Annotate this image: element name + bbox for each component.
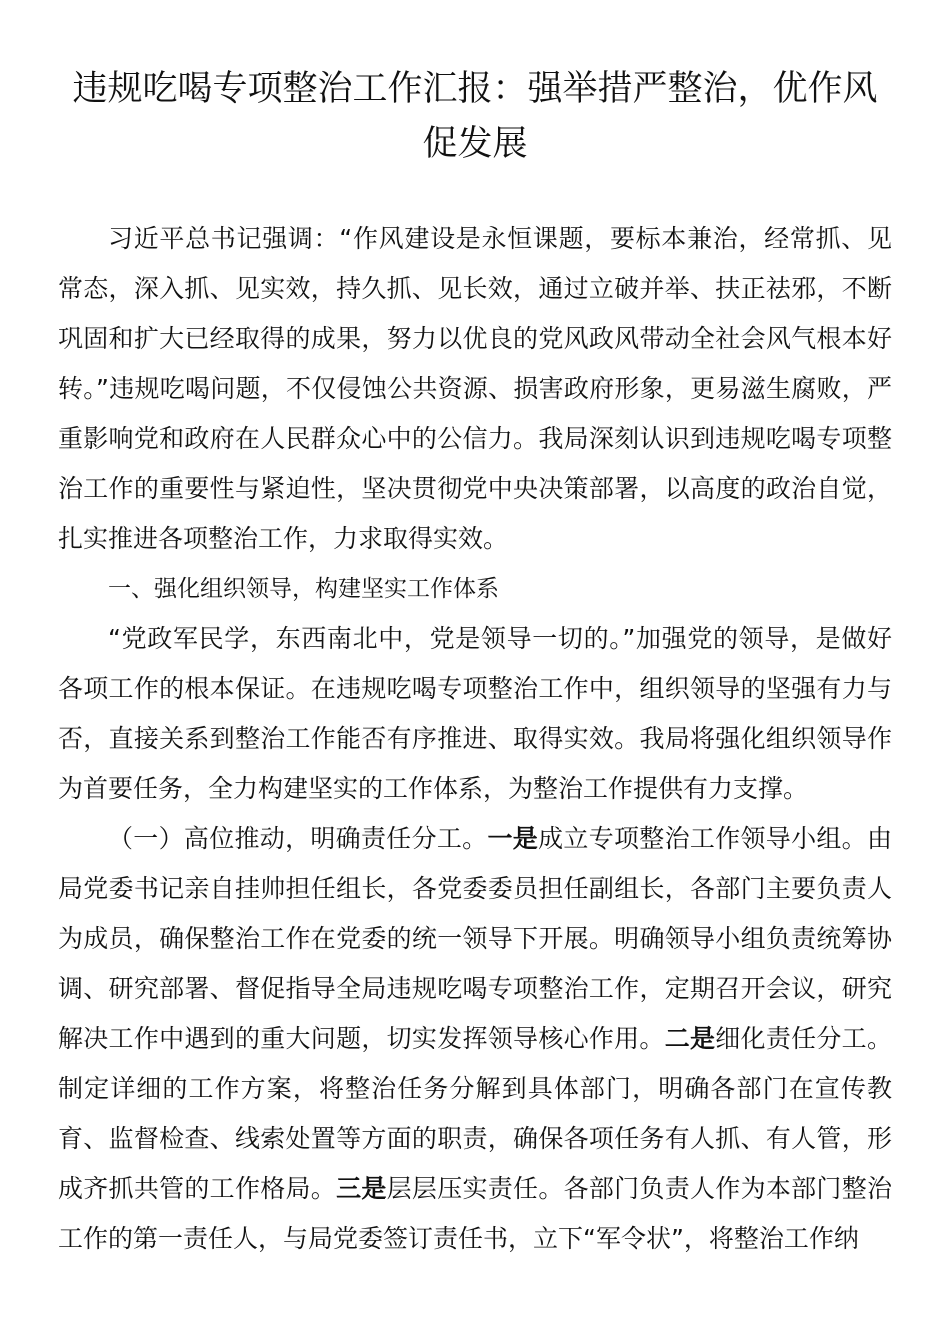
subsection-heading: （一）高位推动，明确责任分工。 xyxy=(108,824,488,853)
point-label: 二是 xyxy=(664,1024,716,1053)
point-text: 细化责任分工。制定详细的工作方案，将整治任务分解到具体部门，明确各部门在宣传教育、监督检查、线索处置等方面的职责，确保各项任务有人抓、有人管，形成齐抓共管的工作格局。 xyxy=(58,1024,892,1203)
document-body xyxy=(58,214,892,1264)
subsection-paragraph xyxy=(58,814,892,1264)
point-label: 一是 xyxy=(487,824,539,853)
document-title: 违规吃喝专项整治工作汇报：强举措严整治，优作风促发展 xyxy=(72,69,878,164)
point-text: 成立专项整治工作领导小组。由局党委书记亲自挂帅担任组长，各党委委员担任副组长，各部门主要负责人为成员，确保整治工作在党委的统一领导下开展。明确领导小组负责统筹协调、研究部署、督促指导全局违规吃喝专项整治工作，定期召开会议，研究解决工作中遇到的重大问题，切实发挥领导核心作用。 xyxy=(58,824,892,1053)
section-heading: 一、强化组织领导，构建坚实工作体系 xyxy=(108,576,499,602)
point-label: 三是 xyxy=(336,1174,387,1203)
point-text: 层层压实责任。各部门负责人作为本部门整治工作的第一责任人，与局党委签订责任书，立下“军令状”，将整治工作纳 xyxy=(58,1174,892,1253)
section-paragraph: “党政军民学，东西南北中，党是领导一切的。”加强党的领导，是做好各项工作的根本保证。在违规吃喝专项整治工作中，组织领导的坚强有力与否，直接关系到整治工作能否有序推进、取得实效。我局将强化组织领导作为首要任务，全力构建坚实的工作体系，为整治工作提供有力支撑。 xyxy=(58,624,892,803)
intro-paragraph: 习近平总书记强调：“作风建设是永恒课题，要标本兼治，经常抓、见常态，深入抓、见实效，持久抓、见长效，通过立破并举、扶正祛邪，不断巩固和扩大已经取得的成果，努力以优良的党风政风带动全社会风气根本好转。”违规吃喝问题，不仅侵蚀公共资源、损害政府形象，更易滋生腐败，严重影响党和政府在人民群众心中的公信力。我局深刻认识到违规吃喝专项整治工作的重要性与紧迫性，坚决贯彻党中央决策部署，以高度的政治自觉，扎实推进各项整治工作，力求取得实效。 xyxy=(58,224,892,553)
